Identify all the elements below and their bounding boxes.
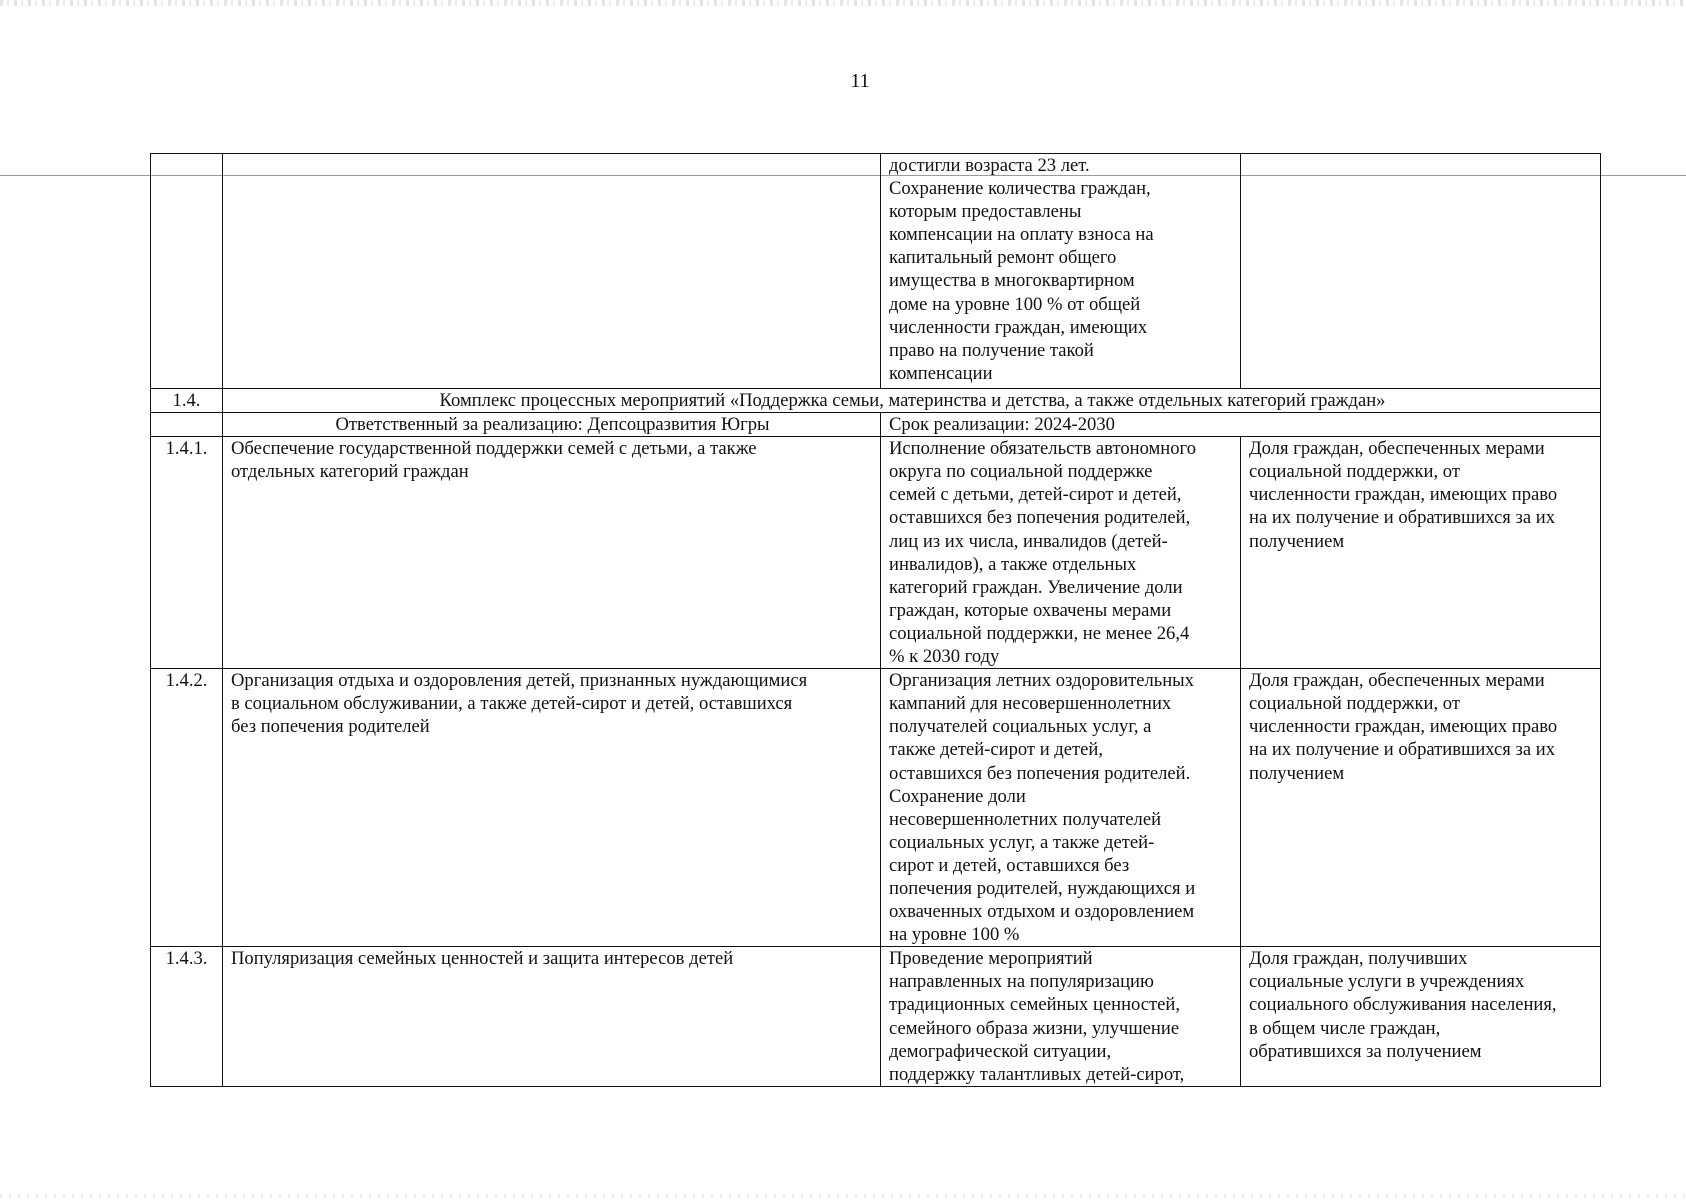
table-row: [151, 947, 1601, 1087]
section-header-row: [151, 389, 1601, 413]
row-indicator: Доля граждан, получивших социальные услуги в учреждениях социального обслуживания населения, в общем числе граждан, обратившихся за получением: [1241, 947, 1601, 1087]
row-number: 1.4.3.: [151, 947, 223, 1087]
section-period: Срок реализации: 2024-2030: [881, 413, 1601, 437]
row-result: Исполнение обязательств автономного округа по социальной поддержке семей с детьми, детей-сирот и детей, оставшихся без попечения родителей, лиц из их числа, инвалидов (детей- инвалидов), а также отдельных категорий граждан. Увеличение доли граждан, которые охвачены мерами социальной поддержки, не менее 26,4 % к 2030 году: [881, 437, 1241, 669]
row-task: Организация отдыха и оздоровления детей, признанных нуждающимися в социальном обслуживании, а также детей-сирот и детей, оставшихся без попечения родителей: [223, 669, 881, 947]
row-number: 1.4.2.: [151, 669, 223, 947]
section-number: 1.4.: [151, 389, 223, 413]
page-number: 11: [850, 70, 870, 92]
row-task: Обеспечение государственной поддержки семей с детьми, а также отдельных категорий граждан: [223, 437, 881, 669]
table-row-continuation: [151, 154, 1601, 389]
section-title: Комплекс процессных мероприятий «Поддержка семьи, материнства и детства, а также отдельных категорий граждан»: [223, 389, 1601, 413]
cell-task: [223, 154, 881, 389]
activities-table: [150, 153, 1601, 1087]
row-number: 1.4.1.: [151, 437, 223, 669]
cell-indicator: [1241, 154, 1601, 389]
scan-edge-top: [0, 0, 1686, 6]
cell-num: [151, 154, 223, 389]
row-indicator: Доля граждан, обеспеченных мерами социальной поддержки, от численности граждан, имеющих право на их получение и обратившихся за их получением: [1241, 669, 1601, 947]
cell-result: достигли возраста 23 лет. Сохранение количества граждан, которым предоставлены компенсации на оплату взноса на капитальный ремонт общего имущества в многоквартирном доме на уровне 100 % от общей численности граждан, имеющих право на получение такой компенсации: [881, 154, 1241, 389]
row-result: Организация летних оздоровительных кампаний для несовершеннолетних получателей социальных услуг, а также детей-сирот и детей, оставшихся без попечения родителей. Сохранение доли несовершеннолетних получателей социальных услуг, а также детей- сирот и детей, оставшихся без попечения родителей, нуждающихся и охваченных отдыхом и оздоровлением на уровне 100 %: [881, 669, 1241, 947]
scan-edge-bottom: [0, 1194, 1686, 1198]
table-row: [151, 669, 1601, 947]
row-result: Проведение мероприятий направленных на популяризацию традиционных семейных ценностей, семейного образа жизни, улучшение демографической ситуации, поддержку талантливых детей-сирот,: [881, 947, 1241, 1087]
section-meta-row: [151, 413, 1601, 437]
row-task: Популяризация семейных ценностей и защита интересов детей: [223, 947, 881, 1087]
section-responsible: Ответственный за реализацию: Депсоцразвития Югры: [223, 413, 881, 437]
row-indicator: Доля граждан, обеспеченных мерами социальной поддержки, от численности граждан, имеющих право на их получение и обратившихся за их получением: [1241, 437, 1601, 669]
cell-num: [151, 413, 223, 437]
table-row: [151, 437, 1601, 669]
